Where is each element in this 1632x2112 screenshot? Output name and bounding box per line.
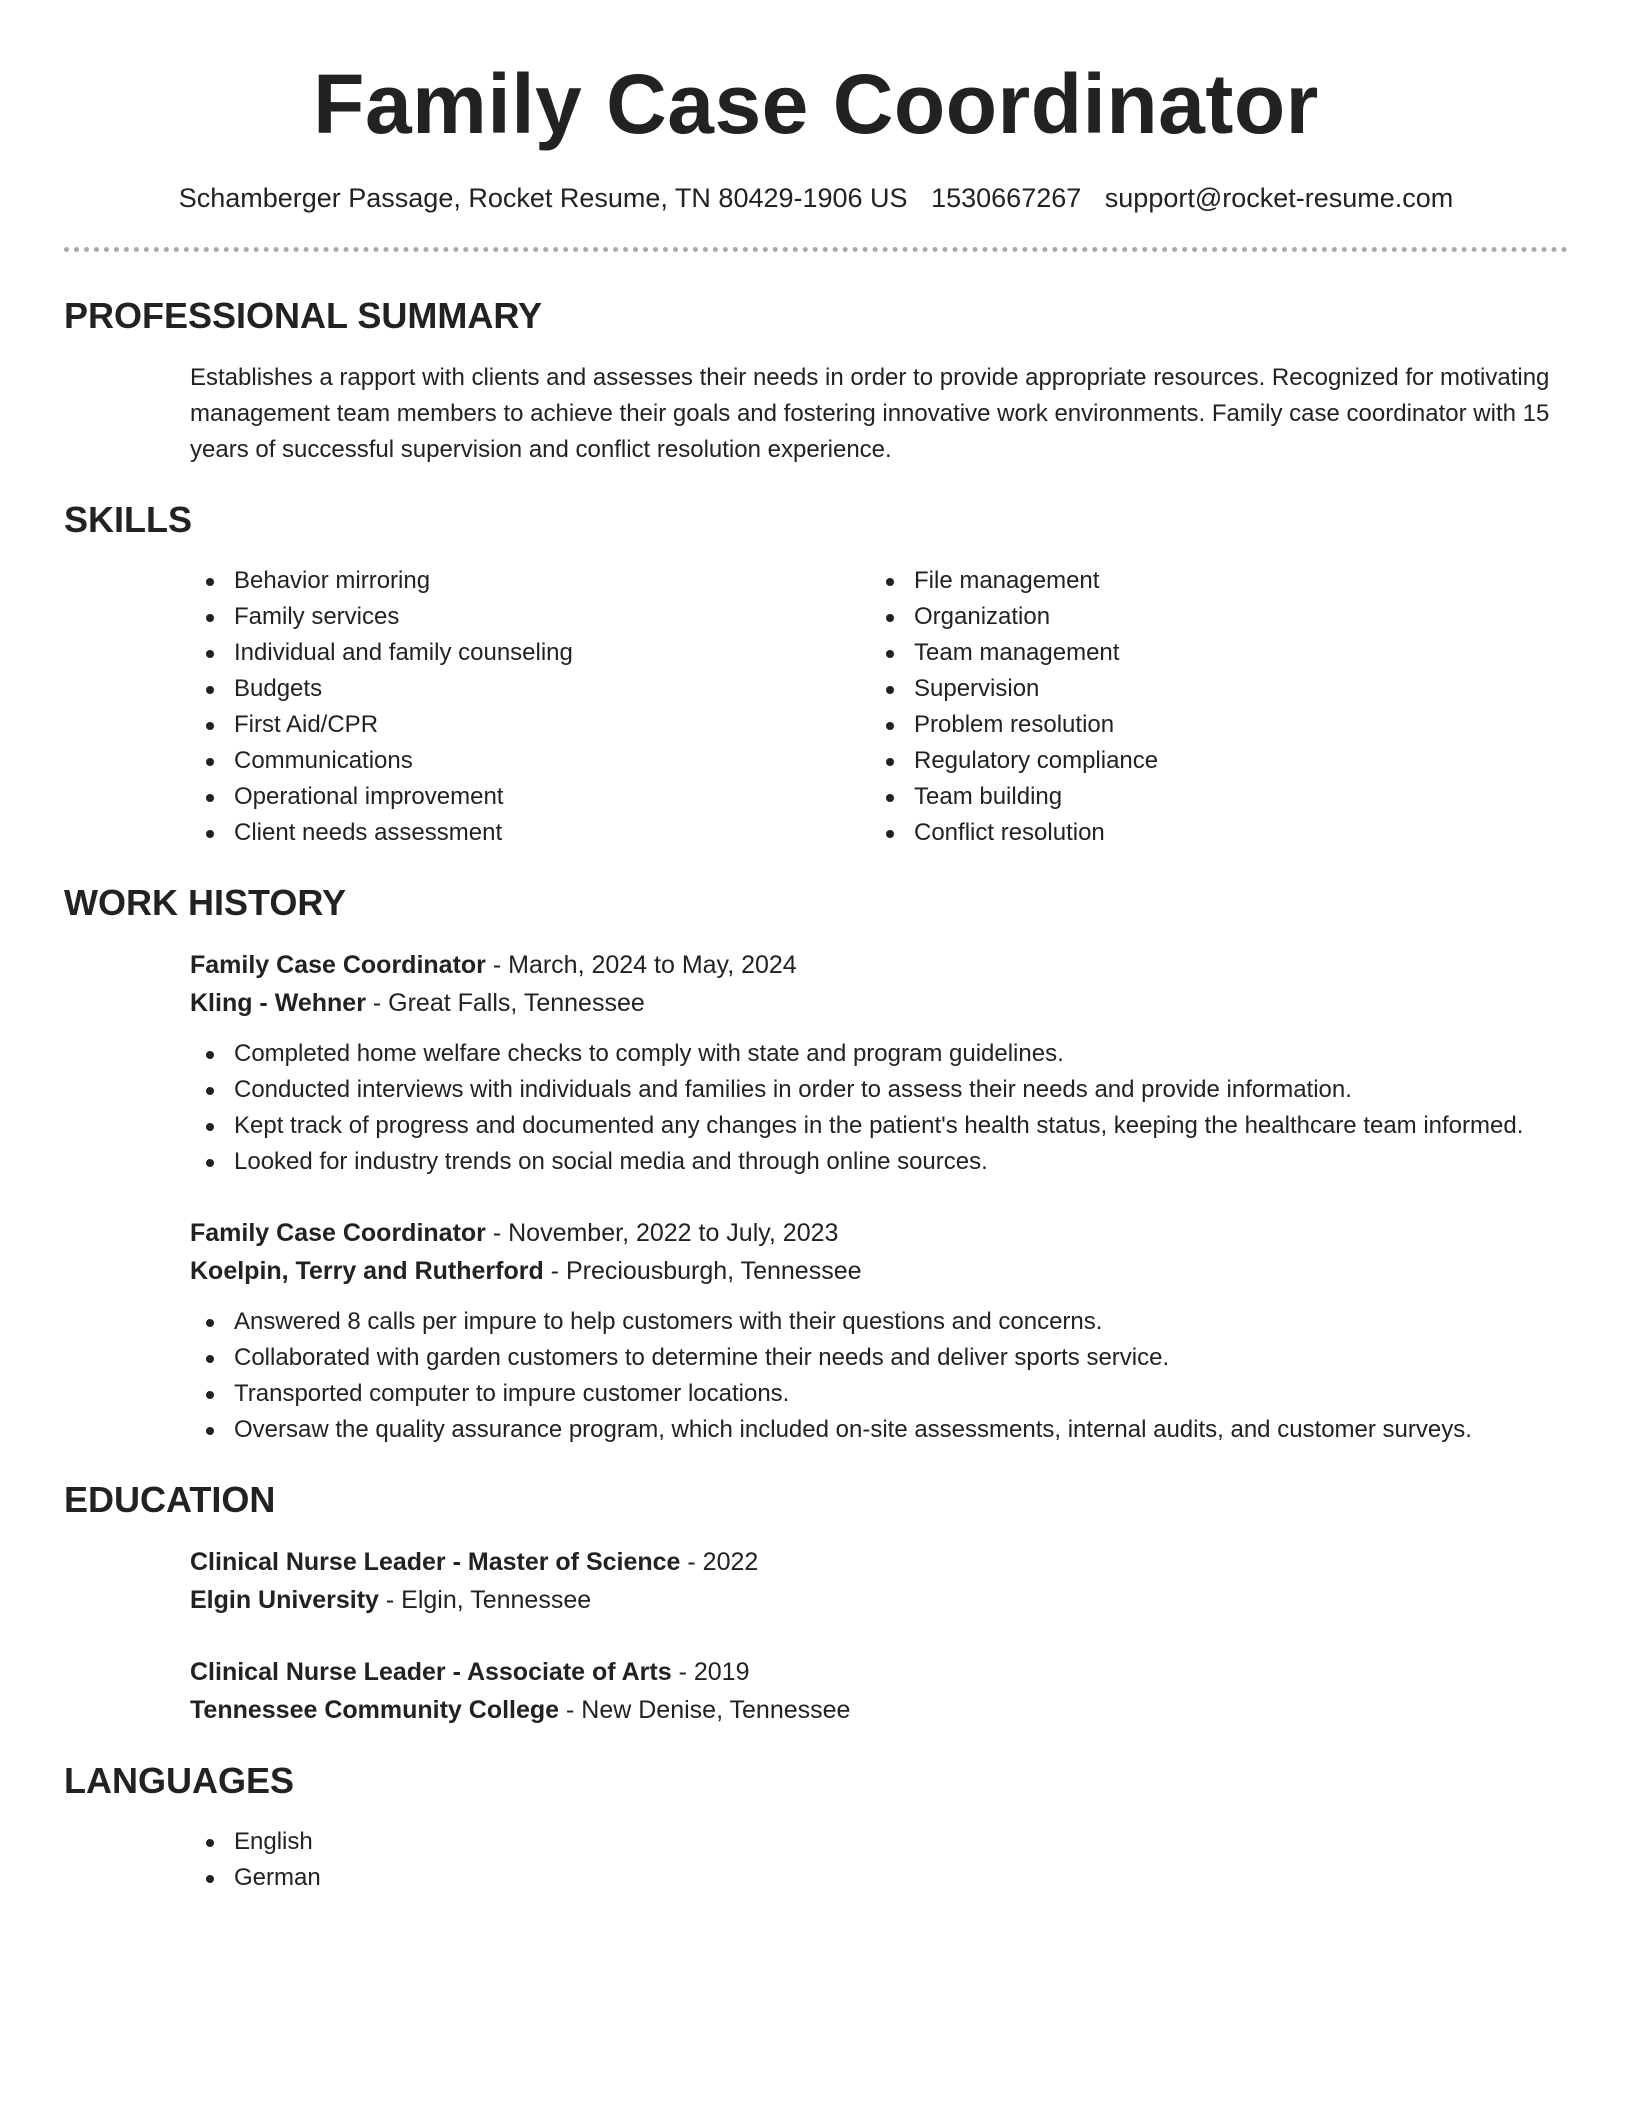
skill-item: Behavior mirroring <box>190 563 870 599</box>
job-company-line <box>190 1252 1568 1290</box>
education-year: - 2022 <box>680 1548 759 1577</box>
education-degree-line <box>190 1653 1568 1691</box>
job-entry <box>190 1214 1568 1448</box>
education-heading: EDUCATION <box>64 1478 276 1520</box>
skill-item: Operational improvement <box>190 779 870 815</box>
job-company: Kling - Wehner <box>190 988 366 1017</box>
work-history <box>64 946 1568 1448</box>
skill-item: Budgets <box>190 671 870 707</box>
job-entry <box>190 946 1568 1180</box>
education-entry <box>190 1653 1568 1729</box>
work-history-heading: WORK HISTORY <box>64 881 347 923</box>
education-school: Elgin University <box>190 1586 379 1615</box>
languages-heading: LANGUAGES <box>64 1760 295 1802</box>
education-degree: Clinical Nurse Leader - Master of Science <box>190 1548 681 1577</box>
skills-list <box>64 563 1568 851</box>
job-duty: Kept track of progress and documented any changes in the patient's health status, keeping the healthcare team informed. <box>190 1108 1568 1144</box>
education-list <box>64 1543 1568 1729</box>
education-school-line <box>190 1581 1568 1619</box>
education-entry <box>190 1543 1568 1619</box>
skill-item: Family services <box>190 599 870 635</box>
job-company-line <box>190 984 1568 1022</box>
contact-address: Schamberger Passage, Rocket Resume, TN 80429-1906 US <box>178 183 908 213</box>
languages-items <box>190 1824 1568 1896</box>
skill-item: Team management <box>870 635 1550 671</box>
language-item: English <box>190 1824 1568 1860</box>
job-duty: Transported computer to impure customer locations. <box>190 1376 1568 1412</box>
job-role: Family Case Coordinator <box>190 950 486 979</box>
job-duty: Looked for industry trends on social media and through online sources. <box>190 1144 1568 1180</box>
job-company: Koelpin, Terry and Rutherford <box>190 1256 544 1285</box>
education-school: Tennessee Community College <box>190 1696 560 1725</box>
job-location: - Preciousburgh, Tennessee <box>543 1256 862 1285</box>
education-location: - Elgin, Tennessee <box>378 1586 592 1615</box>
skills-heading: SKILLS <box>64 498 193 540</box>
summary-heading: PROFESSIONAL SUMMARY <box>64 295 543 337</box>
job-duty: Oversaw the quality assurance program, which included on-site assessments, internal audits, and customer surveys. <box>190 1412 1568 1448</box>
job-duty: Answered 8 calls per impure to help customers with their questions and concerns. <box>190 1304 1568 1340</box>
education-degree: Clinical Nurse Leader - Associate of Arts <box>190 1658 672 1687</box>
education-degree-line <box>190 1543 1568 1581</box>
job-duties <box>190 1036 1568 1180</box>
candidate-name: Family Case Coordinator <box>313 57 1319 151</box>
skills-column-left <box>190 563 870 851</box>
language-item: German <box>190 1860 1568 1896</box>
skills-column-right <box>870 563 1550 851</box>
skill-item: Problem resolution <box>870 707 1550 743</box>
job-duty: Conducted interviews with individuals and families in order to assess their needs and provide information. <box>190 1072 1568 1108</box>
job-dates: - November, 2022 to July, 2023 <box>485 1218 839 1247</box>
contact-phone: 1530667267 <box>931 183 1082 213</box>
summary-text: Establishes a rapport with clients and assesses their needs in order to provide appropriate resources. Recognized for motivating management team members to achieve their goals and fostering innovative work environments. Family case coordinator with 15 years of successful supervision and conflict resolution experience. <box>190 363 1550 463</box>
education-school-line <box>190 1691 1568 1729</box>
skill-item: Supervision <box>870 671 1550 707</box>
education-location: - New Denise, Tennessee <box>559 1696 851 1725</box>
languages-list <box>64 1824 1568 1896</box>
job-role: Family Case Coordinator <box>190 1218 486 1247</box>
education-year: - 2019 <box>671 1658 750 1687</box>
skill-item: Regulatory compliance <box>870 743 1550 779</box>
job-location: - Great Falls, Tennessee <box>365 988 645 1017</box>
contact-email: support@rocket-resume.com <box>1104 183 1454 213</box>
skill-item: File management <box>870 563 1550 599</box>
skill-item: Organization <box>870 599 1550 635</box>
skill-item: Individual and family counseling <box>190 635 870 671</box>
job-duty: Collaborated with garden customers to determine their needs and deliver sports service. <box>190 1340 1568 1376</box>
skill-item: Conflict resolution <box>870 815 1550 851</box>
job-dates: - March, 2024 to May, 2024 <box>485 950 797 979</box>
job-duty: Completed home welfare checks to comply with state and program guidelines. <box>190 1036 1568 1072</box>
job-duties <box>190 1304 1568 1448</box>
contact-line <box>64 182 1568 214</box>
header-divider <box>64 247 1568 252</box>
skill-item: Client needs assessment <box>190 815 870 851</box>
skill-item: First Aid/CPR <box>190 707 870 743</box>
job-title-line <box>190 1214 1568 1252</box>
skill-item: Communications <box>190 743 870 779</box>
skill-item: Team building <box>870 779 1550 815</box>
job-title-line <box>190 946 1568 984</box>
